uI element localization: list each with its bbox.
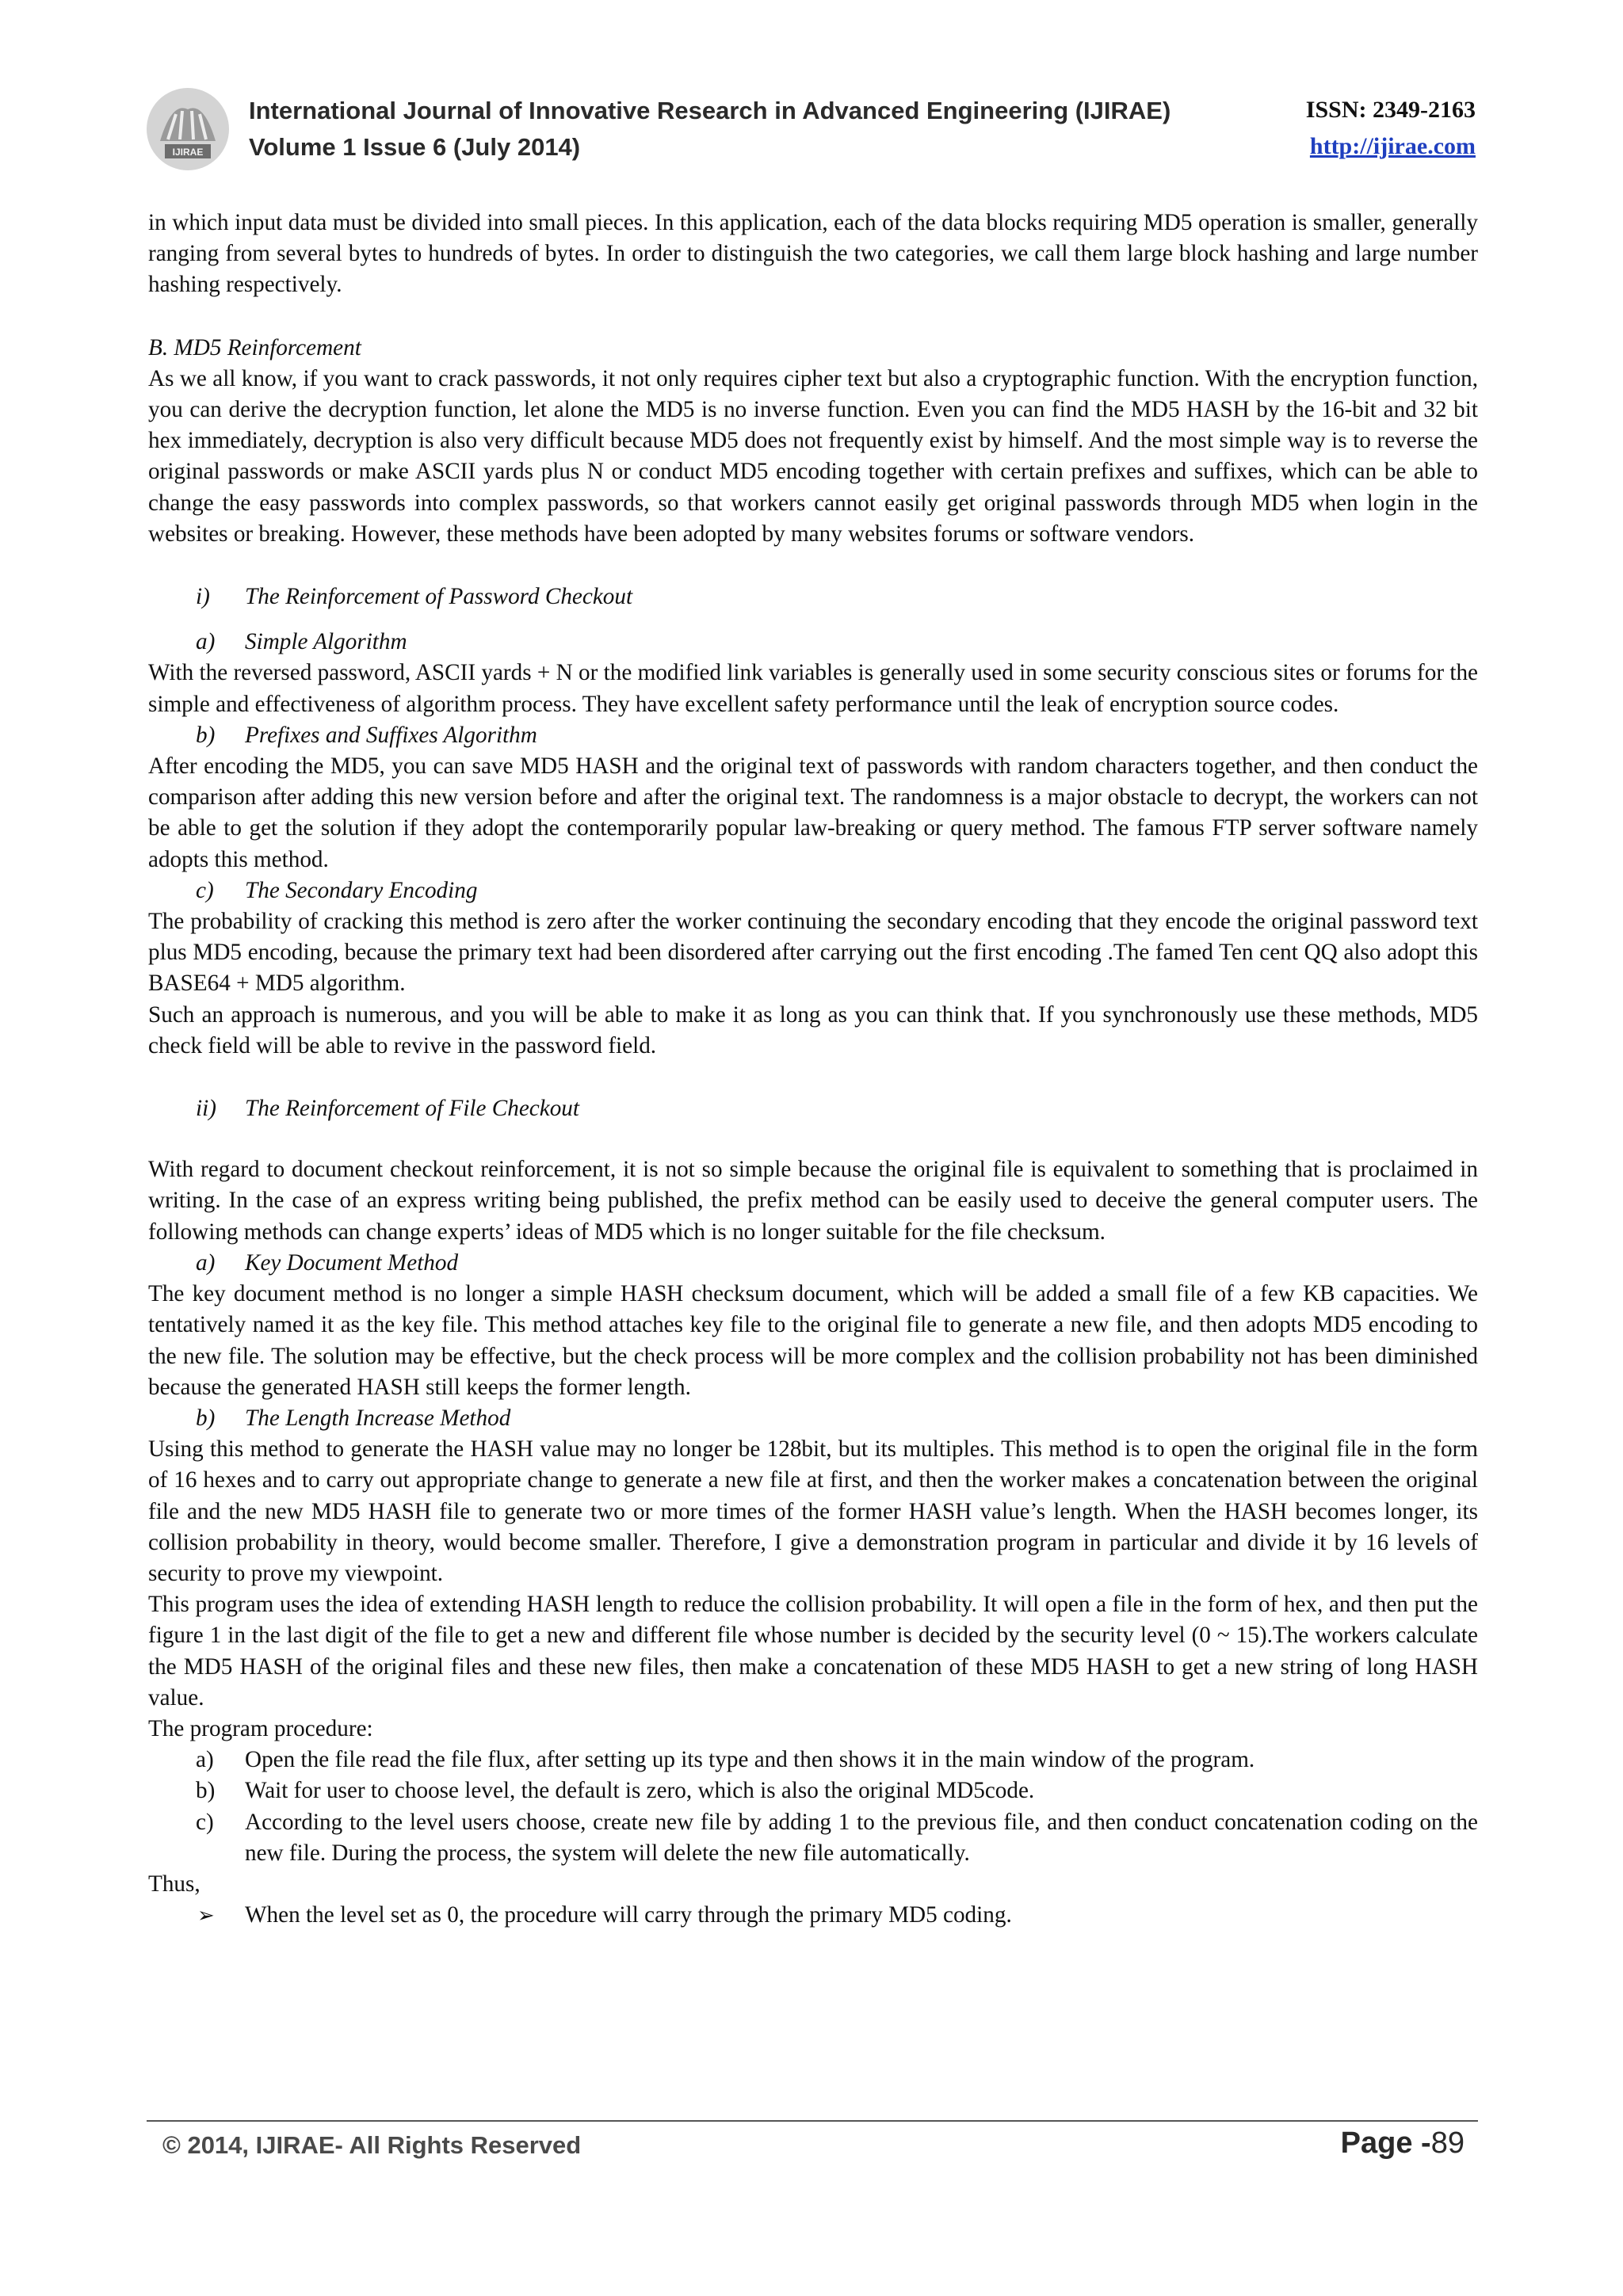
heading-key-document: a) Key Document Method [196,1249,459,1276]
heading-simple-algorithm: a) Simple Algorithm [196,629,407,655]
intro-paragraph: in which input data must be divided into small pieces. In this application, each of the data blocks requiring MD5 operation is smaller, generally ranging from several bytes to hundreds of bytes. In order to distinguish the two categories, we call them large block hashing and large number hashing respectively. [148,210,1478,298]
journal-url-link[interactable]: http://ijirae.com [1309,133,1476,159]
paragraph-prefixes-suffixes: After encoding the MD5, you can save MD5 HASH and the original text of passwords with random characters together, and then conduct the comparison after adding this new version before and after the original text. The randomness is a major obstacle to decrypt, the workers can not be able to get the solution if they adopt the contemporarily popular law-breaking or query method. The famous FTP server software namely adopts this method. [148,753,1478,872]
paragraph-approach: Such an approach is numerous, and you will be able to make it as long as you can think that. If you synchronously use these methods, MD5 check field will be able to revive in the password field. [148,1001,1478,1058]
subsection-heading-ii: ii) The Reinforcement of File Checkout [196,1096,580,1122]
arrow-bullet-icon: ➢ [197,1904,215,1928]
page-number: Page -89 [1340,2126,1465,2160]
list-item: b) Wait for user to choose level, the default is zero, which is also the original MD5code. [196,1778,1035,1804]
article-body [148,208,1478,1931]
heading-prefixes-suffixes: b) Prefixes and Suffixes Algorithm [196,722,537,748]
journal-logo-icon [144,86,231,173]
thus-text: Thus, [148,1871,200,1897]
paragraph-secondary-encoding: The probability of cracking this method is zero after the worker continuing the secondary encoding that they encode the original password text plus MD5 encoding, because the primary text had been disordered after carrying out the first encoding .The famed Ten cent QQ also adopt this BASE64 + MD5 algorithm. [148,909,1478,997]
journal-title: International Journal of Innovative Research in Advanced Engineering (IJIRAE) [249,97,1171,124]
issn: ISSN: 2349-2163 [1305,97,1476,123]
footer-divider [147,2120,1478,2122]
paragraph-simple-algorithm: With the reversed password, ASCII yards + N or the modified link variables is generally used in some security conscious sites or forums for the simple and effectiveness of algorithm process. They have excellent safety performance until the leak of encryption source codes. [148,660,1478,717]
page-header [144,86,1476,173]
paragraph-md5-reinforcement: As we all know, if you want to crack passwords, it not only requires cipher text but also a cryptographic function. With the encryption function, you can derive the decryption function, let alone the MD5 is no inverse function. Even you can find the MD5 HASH by the 16-bit and 32 bit hex immediately, decryption is also very difficult because MD5 does not frequently exist by himself. And the most simple way is to reverse the original passwords or make ASCII yards plus N or conduct MD5 encoding together with certain prefixes and suffixes, which can be able to change the easy passwords into complex passwords, so that workers cannot easily get original passwords through MD5 when login in the websites or breaking. However, these methods have been adopted by many websites forums or software vendors. [148,365,1478,547]
subsection-heading-i: i) The Reinforcement of Password Checkout [196,584,633,610]
section-heading-b: B. MD5 Reinforcement [148,334,361,360]
copyright: © 2014, IJIRAE- All Rights Reserved [162,2131,582,2159]
svg-text:IJIRAE: IJIRAE [172,147,204,158]
paragraph-program-idea: This program uses the idea of extending HASH length to reduce the collision probability. It will open a file in the form of hex, and then put the figure 1 in the last digit of the file to get a new and different file whose number is decided by the security level (0 ~ 15).The workers calculate the MD5 HASH of the original files and these new files, then make a concatenation of these MD5 HASH to get a new string of long HASH value. [148,1592,1478,1711]
paragraph-key-document: The key document method is no longer a simple HASH checksum document, which will be added a small file of a few KB capacities. We tentatively named it as the key file. This method attaches key file to the original file to generate a new file, and then adopts MD5 encoding to the new file. The solution may be effective, but the check process will be more complex and the collision probability not has been diminished because the generated HASH still keeps the former length. [148,1281,1478,1400]
bullet-item: ➢ When the level set as 0, the procedure will carry through the primary MD5 coding. [148,1900,1478,1931]
journal-volume: Volume 1 Issue 6 (July 2014) [249,133,581,161]
list-item: c) According to the level users choose, create new file by adding 1 to the previous file, and then conduct concatenation coding on the new file. During the process, the system will delete the new file automatically. [196,1809,1478,1866]
procedure-intro: The program procedure: [148,1715,373,1741]
heading-secondary-encoding: c) The Secondary Encoding [196,877,478,903]
paragraph-length-increase: Using this method to generate the HASH value may no longer be 128bit, but its multiples. This method is to open the original file in the form of 16 hexes and to carry out appropriate change to generate a new file at first, and then the worker makes a concatenation between the original file and the new MD5 HASH file to generate two or more times of the former HASH value’s length. When the HASH becomes longer, its collision probability in theory, would become smaller. Therefore, I give a demonstration program in particular and divide it by 16 levels of security to prove my viewpoint. [148,1436,1478,1586]
list-item: a) Open the file read the file flux, after setting up its type and then shows it in the main window of the program. [196,1747,1255,1773]
procedure-list [148,1745,1478,1869]
paragraph-file-checkout: With regard to document checkout reinforcement, it is not so simple because the original file is equivalent to something that is proclaimed in writing. In the case of an express writing being published, the prefix method can be easily used to deceive the general computer users. The following methods can change experts’ ideas of MD5 which is no longer suitable for the file checksum. [148,1157,1478,1245]
heading-length-increase: b) The Length Increase Method [196,1405,511,1431]
